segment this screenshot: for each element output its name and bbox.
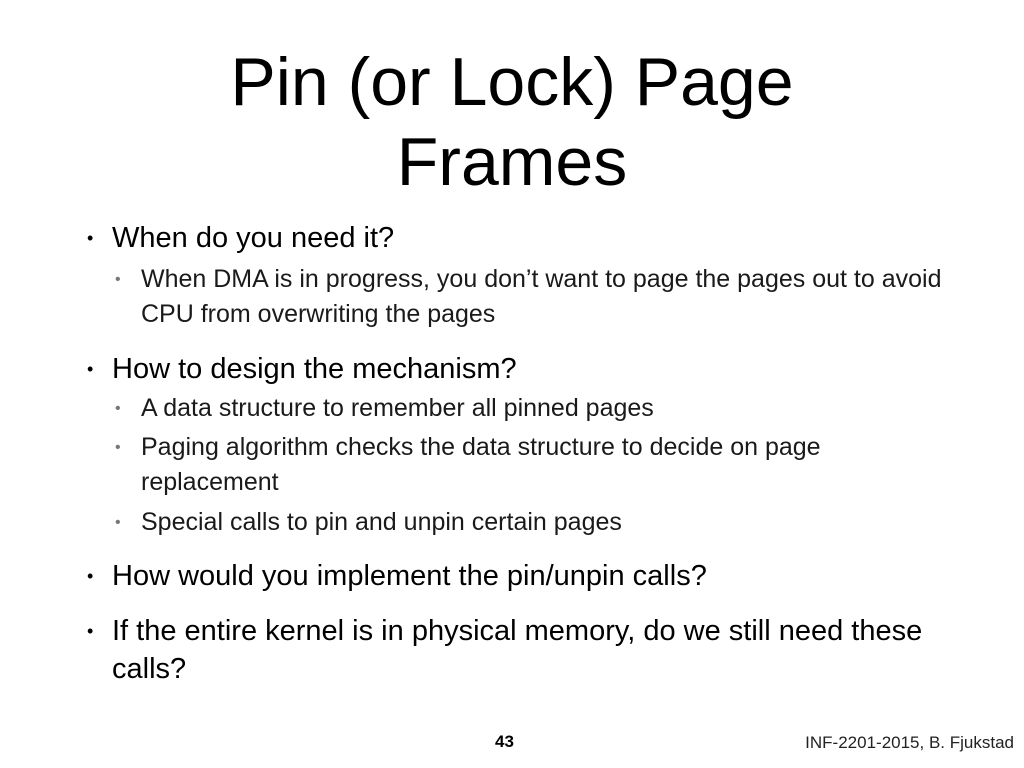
sub-bullet-text: A data structure to remember all pinned pages [141,394,654,422]
page-number: 43 [495,732,514,751]
bullet-text: If the entire kernel is in physical memory, do we still need these calls? [112,615,923,685]
bullet-text: How would you implement the pin/unpin calls? [112,560,707,592]
footer-text: INF-2201-2015, B. Fjukstad [805,733,1014,752]
sub-bullet-text: Paging algorithm checks the data structure to decide on page replacement [141,433,821,496]
bullet-dot-icon: • [87,228,94,248]
slide-title [112,42,912,202]
slide-title-line-1: Pin (or Lock) Page [230,44,794,120]
bullet-dot-icon: • [87,621,94,641]
sub-bullet-dot-icon: • [115,514,121,531]
slide-title-line-2: Frames [396,124,628,200]
sub-bullet-text: When DMA is in progress, you don’t want to page the pages out to avoid CPU from overwriting the pages [141,265,942,328]
sub-bullet-dot-icon: • [115,439,121,456]
bullet-dot-icon: • [87,566,94,586]
sub-bullet-text: Special calls to pin and unpin certain pages [141,508,622,536]
sub-bullet-dot-icon: • [115,400,121,417]
bullet-text: How to design the mechanism? [112,353,517,385]
bullet-dot-icon: • [87,359,94,379]
bullet-text: When do you need it? [112,222,395,254]
sub-bullet-dot-icon: • [115,271,121,288]
